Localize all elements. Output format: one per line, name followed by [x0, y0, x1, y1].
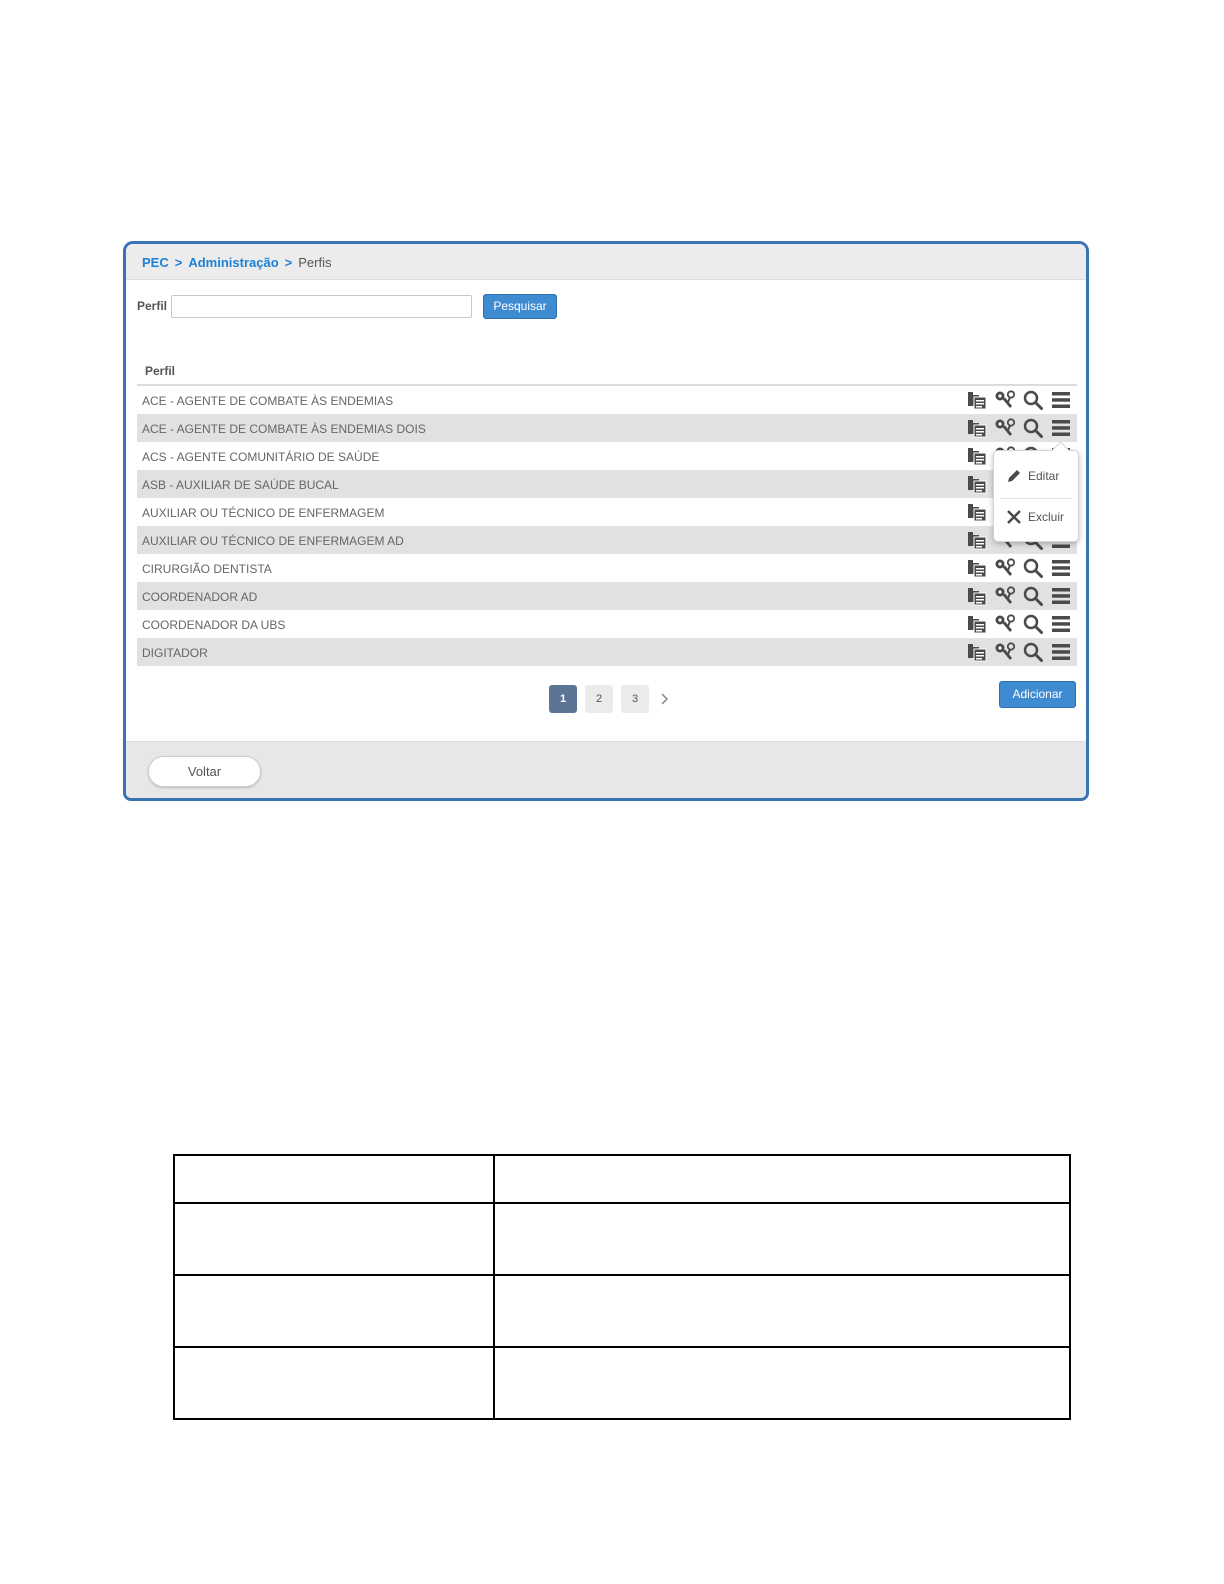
doc-table-row [174, 1347, 1070, 1419]
doc-table-cell [494, 1155, 1070, 1203]
search-icon[interactable] [1019, 642, 1047, 662]
row-name: ACE - AGENTE DE COMBATE ÀS ENDEMIAS DOIS [142, 422, 426, 436]
keys-icon[interactable] [991, 642, 1019, 662]
search-icon[interactable] [1019, 586, 1047, 606]
search-icon[interactable] [1019, 390, 1047, 410]
doc-table-cell [174, 1203, 494, 1275]
copy-icon[interactable] [963, 390, 991, 410]
delete-label: Excluir [1028, 510, 1065, 524]
keys-icon[interactable] [991, 586, 1019, 606]
search-icon[interactable] [1019, 614, 1047, 634]
table-row [137, 470, 1077, 498]
row-name: DIGITADOR [142, 646, 208, 660]
table-row [137, 582, 1077, 610]
add-button[interactable]: Adicionar [999, 681, 1076, 708]
table-row [137, 526, 1077, 554]
doc-table-cell [494, 1275, 1070, 1347]
close-icon [1006, 509, 1022, 525]
search-icon[interactable] [1019, 418, 1047, 438]
row-name: COORDENADOR DA UBS [142, 618, 286, 632]
column-header-perfil[interactable]: Perfil [137, 356, 1077, 386]
breadcrumb [126, 244, 1086, 280]
edit-menu-item[interactable] [1006, 468, 1059, 484]
row-name: ACE - AGENTE DE COMBATE ÀS ENDEMIAS [142, 394, 394, 408]
row-name: ASB - AUXILIAR DE SAÚDE BUCAL [142, 478, 339, 492]
table-row [137, 498, 1077, 526]
copy-icon[interactable] [963, 530, 991, 550]
search-button[interactable]: Pesquisar [483, 294, 557, 319]
row-name: AUXILIAR OU TÉCNICO DE ENFERMAGEM [142, 506, 385, 520]
perfis-table [137, 356, 1077, 666]
table-row [137, 638, 1077, 666]
page-1-button[interactable]: 1 [549, 685, 577, 713]
doc-table-cell [174, 1275, 494, 1347]
copy-icon[interactable] [963, 418, 991, 438]
row-actions [963, 418, 1075, 438]
perfil-search-input[interactable] [171, 295, 472, 318]
menu-icon[interactable] [1047, 558, 1075, 578]
keys-icon[interactable] [991, 614, 1019, 634]
copy-icon[interactable] [963, 614, 991, 634]
search-label: Perfil [137, 299, 168, 313]
pagination [549, 685, 673, 713]
row-actions [963, 642, 1075, 662]
page-2-button[interactable]: 2 [585, 685, 613, 713]
doc-table-row [174, 1275, 1070, 1347]
doc-table-cell [494, 1203, 1070, 1275]
doc-table-row [174, 1155, 1070, 1203]
row-actions [963, 614, 1075, 634]
footer-bar [126, 741, 1086, 798]
doc-table-cell [174, 1155, 494, 1203]
copy-icon[interactable] [963, 502, 991, 522]
row-name: COORDENADOR AD [142, 590, 258, 604]
back-button[interactable]: Voltar [148, 756, 261, 787]
breadcrumb-link-pec[interactable]: PEC [142, 255, 169, 270]
search-icon[interactable] [1019, 558, 1047, 578]
row-name: CIRURGIÃO DENTISTA [142, 562, 272, 576]
table-row [137, 610, 1077, 638]
copy-icon[interactable] [963, 558, 991, 578]
edit-label: Editar [1028, 469, 1060, 483]
menu-icon[interactable] [1047, 614, 1075, 634]
row-name: AUXILIAR OU TÉCNICO DE ENFERMAGEM AD [142, 534, 404, 548]
table-row [137, 442, 1077, 470]
next-page-button[interactable] [657, 685, 673, 713]
document-table [173, 1154, 1071, 1420]
pencil-icon [1006, 468, 1022, 484]
chevron-right-icon [660, 692, 670, 706]
keys-icon[interactable] [991, 418, 1019, 438]
doc-table-row [174, 1203, 1070, 1275]
breadcrumb-separator: > [284, 255, 293, 270]
perfis-window [123, 241, 1089, 801]
copy-icon[interactable] [963, 642, 991, 662]
copy-icon[interactable] [963, 474, 991, 494]
table-row [137, 414, 1077, 442]
delete-menu-item[interactable] [1006, 509, 1064, 525]
row-name: ACS - AGENTE COMUNITÁRIO DE SAÚDE [142, 450, 380, 464]
menu-icon[interactable] [1047, 642, 1075, 662]
breadcrumb-separator: > [174, 255, 183, 270]
doc-table-cell [174, 1347, 494, 1419]
doc-table-cell [494, 1347, 1070, 1419]
copy-icon[interactable] [963, 586, 991, 606]
row-actions [963, 558, 1075, 578]
row-actions [963, 390, 1075, 410]
menu-icon[interactable] [1047, 586, 1075, 606]
menu-icon[interactable] [1047, 418, 1075, 438]
keys-icon[interactable] [991, 558, 1019, 578]
copy-icon[interactable] [963, 446, 991, 466]
keys-icon[interactable] [991, 390, 1019, 410]
menu-icon[interactable] [1047, 390, 1075, 410]
menu-divider [1000, 498, 1072, 499]
row-actions [963, 586, 1075, 606]
table-row [137, 554, 1077, 582]
breadcrumb-current: Perfis [298, 255, 332, 270]
table-row [137, 386, 1077, 414]
row-action-menu [993, 450, 1079, 542]
breadcrumb-link-administracao[interactable]: Administração [188, 255, 279, 270]
page-3-button[interactable]: 3 [621, 685, 649, 713]
